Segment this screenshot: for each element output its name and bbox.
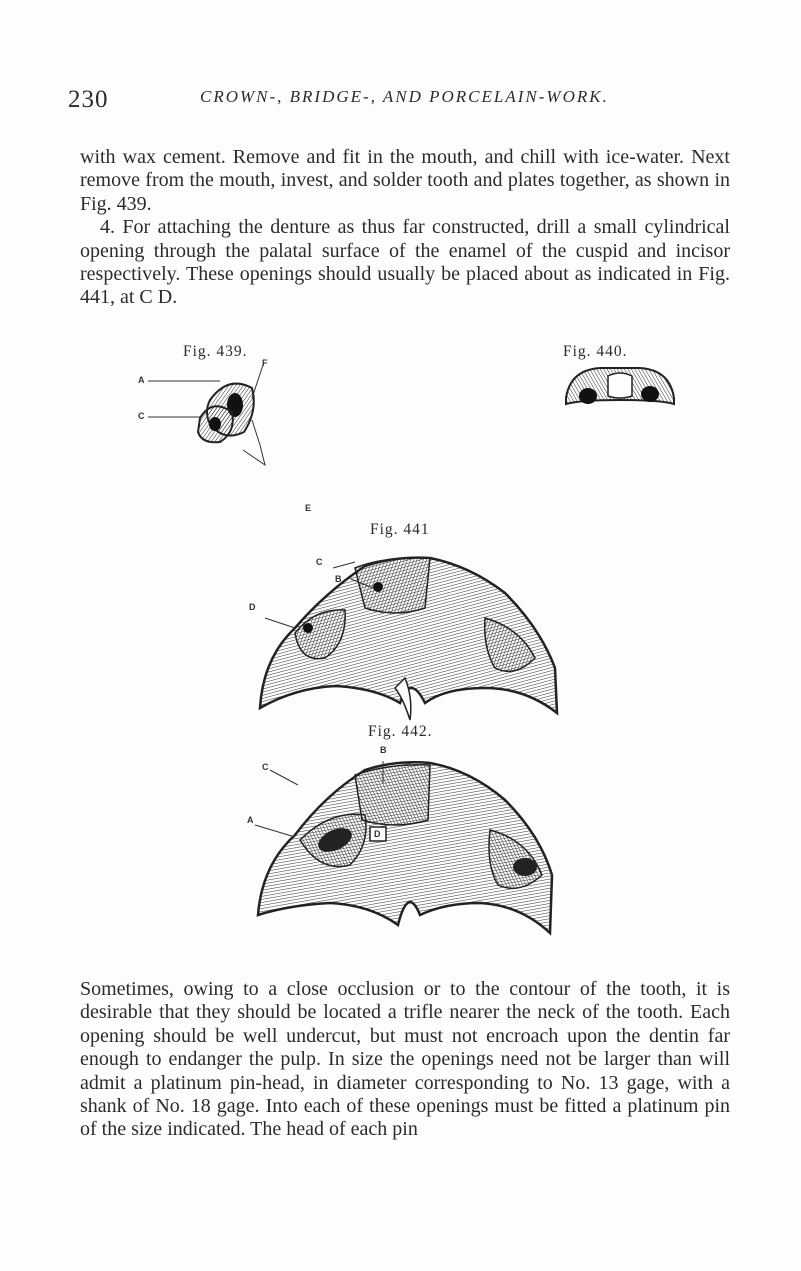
paragraph-1-text-a: with wax cement. Remove and fit in the mouth, and chill with ice-water. Next remove from the mouth, invest, and solder tooth and plates together, as shown in Fig. 439. xyxy=(80,146,730,215)
paragraph-2-text: Sometimes, owing to a close occlusion or to the contour of the tooth, it is desirable that they should be located a trifle nearer the neck of the tooth. Each opening should be well undercut, but must not encroach upon the dentin far enough to endanger the pulp. In size the openings need not be larger than will admit a platinum pin-head, in diameter corresponding to No. 13 gage, with a shank of No. 18 gage. Into each of these openings must be fitted a platinum pin of the size indicated. The head of each pin xyxy=(80,978,730,1141)
fig-441-illustration xyxy=(255,548,565,723)
fig-442-caption: Fig. 442. xyxy=(368,723,433,740)
page-number: 230 xyxy=(68,86,109,113)
fig-439-label-c: C xyxy=(138,411,145,421)
fig-439-illustration xyxy=(140,360,360,520)
fig-442-label-d: D xyxy=(374,829,381,839)
fig-439-caption: Fig. 439. xyxy=(183,343,248,360)
fig-442-label-a: A xyxy=(247,815,254,825)
running-title: CROWN-, BRIDGE-, AND PORCELAIN-WORK. xyxy=(200,87,609,106)
paragraph-1-text-b: 4. For attaching the denture as thus far constructed, drill a small cylindrical opening through the palatal surface of the enamel of the cuspid and incisor respectively. These openings should usually be placed about as indicated in Fig. 441, at C D. xyxy=(80,216,730,309)
fig-441-caption: Fig. 441 xyxy=(370,521,430,538)
fig-442-illustration xyxy=(250,755,560,935)
fig-441-label-b: B xyxy=(335,574,342,584)
fig-441-label-c: C xyxy=(316,557,323,567)
fig-439-label-a: A xyxy=(138,375,145,385)
fig-439-label-f: F xyxy=(262,358,268,368)
page-header xyxy=(68,86,748,116)
fig-440-caption: Fig. 440. xyxy=(563,343,628,360)
fig-442-label-b: B xyxy=(380,745,387,755)
fig-441-label-d: D xyxy=(249,602,256,612)
paragraph-1 xyxy=(80,146,730,310)
fig-439-label-e: E xyxy=(305,503,312,513)
fig-440-illustration xyxy=(560,360,680,430)
paragraph-2 xyxy=(80,978,730,1142)
fig-442-label-c: C xyxy=(262,762,269,772)
